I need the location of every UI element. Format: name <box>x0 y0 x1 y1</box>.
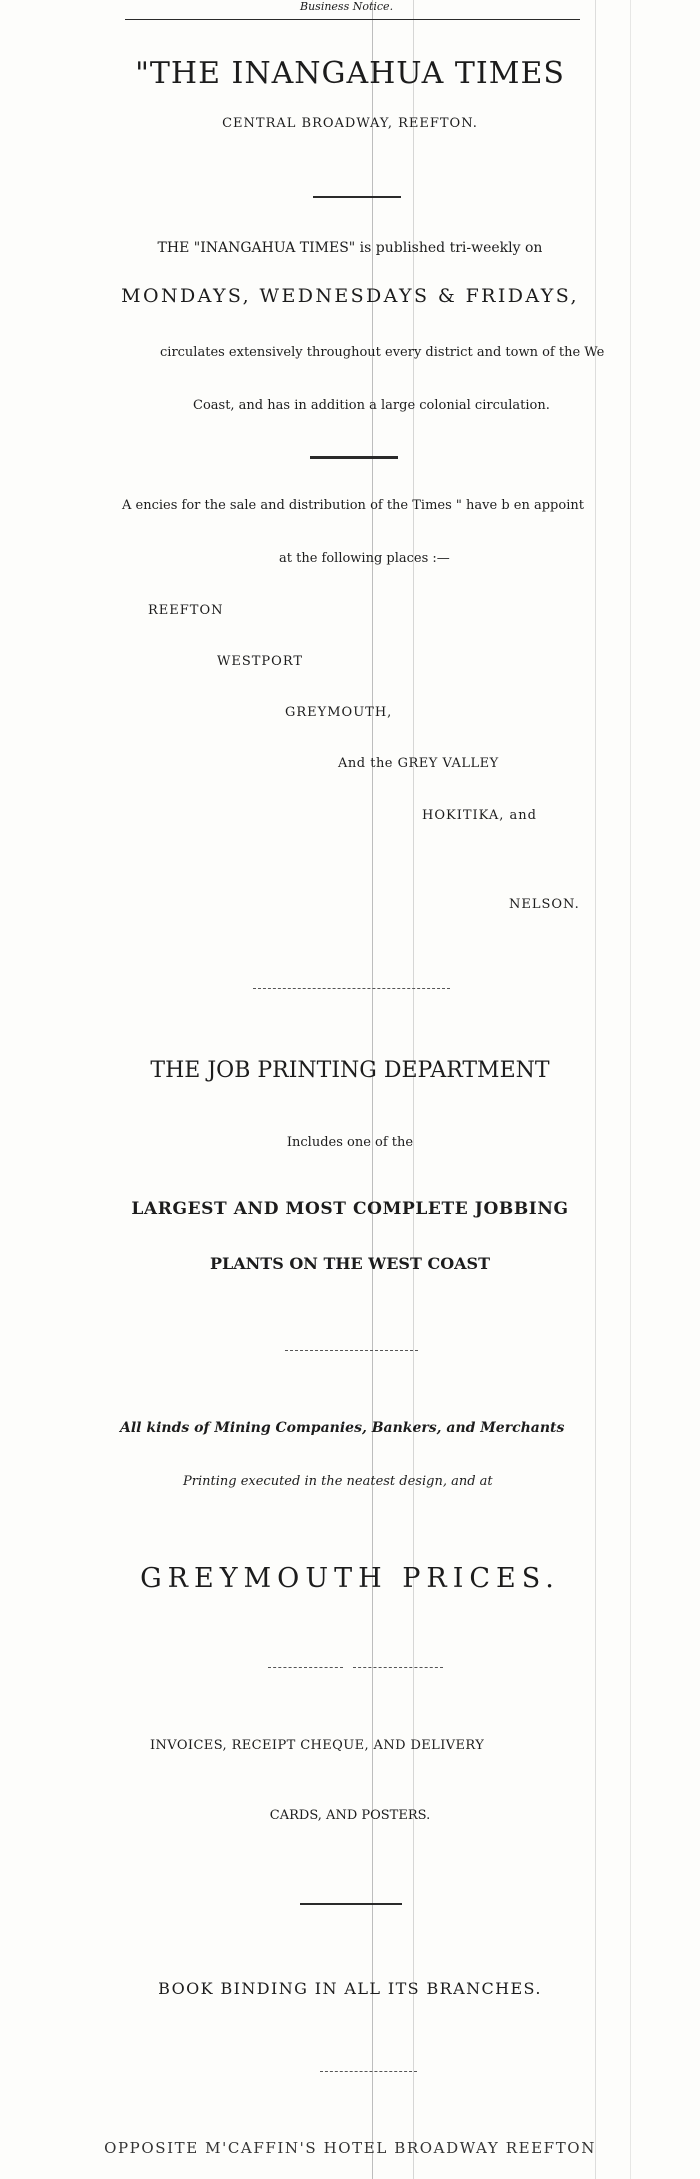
agencies-line-2: at the following places :— <box>279 551 450 566</box>
wavy-rule <box>320 2071 417 2072</box>
circulation-line-2: Coast, and has in addition a large colonial circulation. <box>193 398 550 413</box>
scan-fold-line <box>630 0 631 2179</box>
largest-line: LARGEST AND MOST COMPLETE JOBBING <box>131 1199 569 1219</box>
footer-address: OPPOSITE M'CAFFIN'S HOTEL BROADWAY REEFTON <box>104 2139 596 2157</box>
agency-place: REEFTON <box>148 603 224 618</box>
ornament-rule <box>313 196 401 198</box>
job-printing-heading: THE JOB PRINTING DEPARTMENT <box>150 1058 550 1083</box>
wavy-rule <box>353 1667 443 1668</box>
agency-place: HOKITIKA, and <box>422 808 537 823</box>
section-rule <box>300 1903 402 1905</box>
agency-place: And the GREY VALLEY <box>338 756 499 771</box>
cards-line: CARDS, AND POSTERS. <box>269 1808 431 1823</box>
greymouth-prices: GREYMOUTH PRICES. <box>140 1563 560 1594</box>
executed-line: Printing executed in the neatest design, and at <box>183 1474 493 1489</box>
agency-place: NELSON. <box>509 897 580 912</box>
mining-line: All kinds of Mining Companies, Bankers, and Merchants <box>120 1420 565 1436</box>
scan-fold-line <box>595 0 596 2179</box>
header-label: Business Notice. <box>300 0 394 13</box>
includes-line: Includes one of the <box>286 1135 414 1150</box>
wavy-rule <box>253 988 450 989</box>
section-rule <box>310 456 398 459</box>
agencies-line: A encies for the sale and distribution of the Times " have b en appoint <box>122 498 584 513</box>
book-binding-line: BOOK BINDING IN ALL ITS BRANCHES. <box>158 1979 542 1998</box>
masthead-title: "THE INANGAHUA TIMES <box>135 56 565 91</box>
invoices-line: INVOICES, RECEIPT CHEQUE, AND DELIVERY <box>150 1738 485 1753</box>
wavy-rule <box>285 1350 418 1351</box>
header-rule <box>125 19 580 20</box>
scan-fold-line <box>413 0 414 2179</box>
agency-place: WESTPORT <box>217 654 304 669</box>
publication-line: THE "INANGAHUA TIMES" is published tri-weekly on <box>157 240 543 256</box>
masthead-address: CENTRAL BROADWAY, REEFTON. <box>222 116 478 131</box>
publication-days: MONDAYS, WEDNESDAYS & FRIDAYS, <box>121 285 579 307</box>
plants-line: PLANTS ON THE WEST COAST <box>209 1254 490 1273</box>
agency-place: GREYMOUTH, <box>285 705 393 720</box>
circulation-line: circulates extensively throughout every district and town of the We <box>160 345 605 360</box>
wavy-rule <box>268 1667 343 1668</box>
scan-fold-line <box>372 0 373 2179</box>
